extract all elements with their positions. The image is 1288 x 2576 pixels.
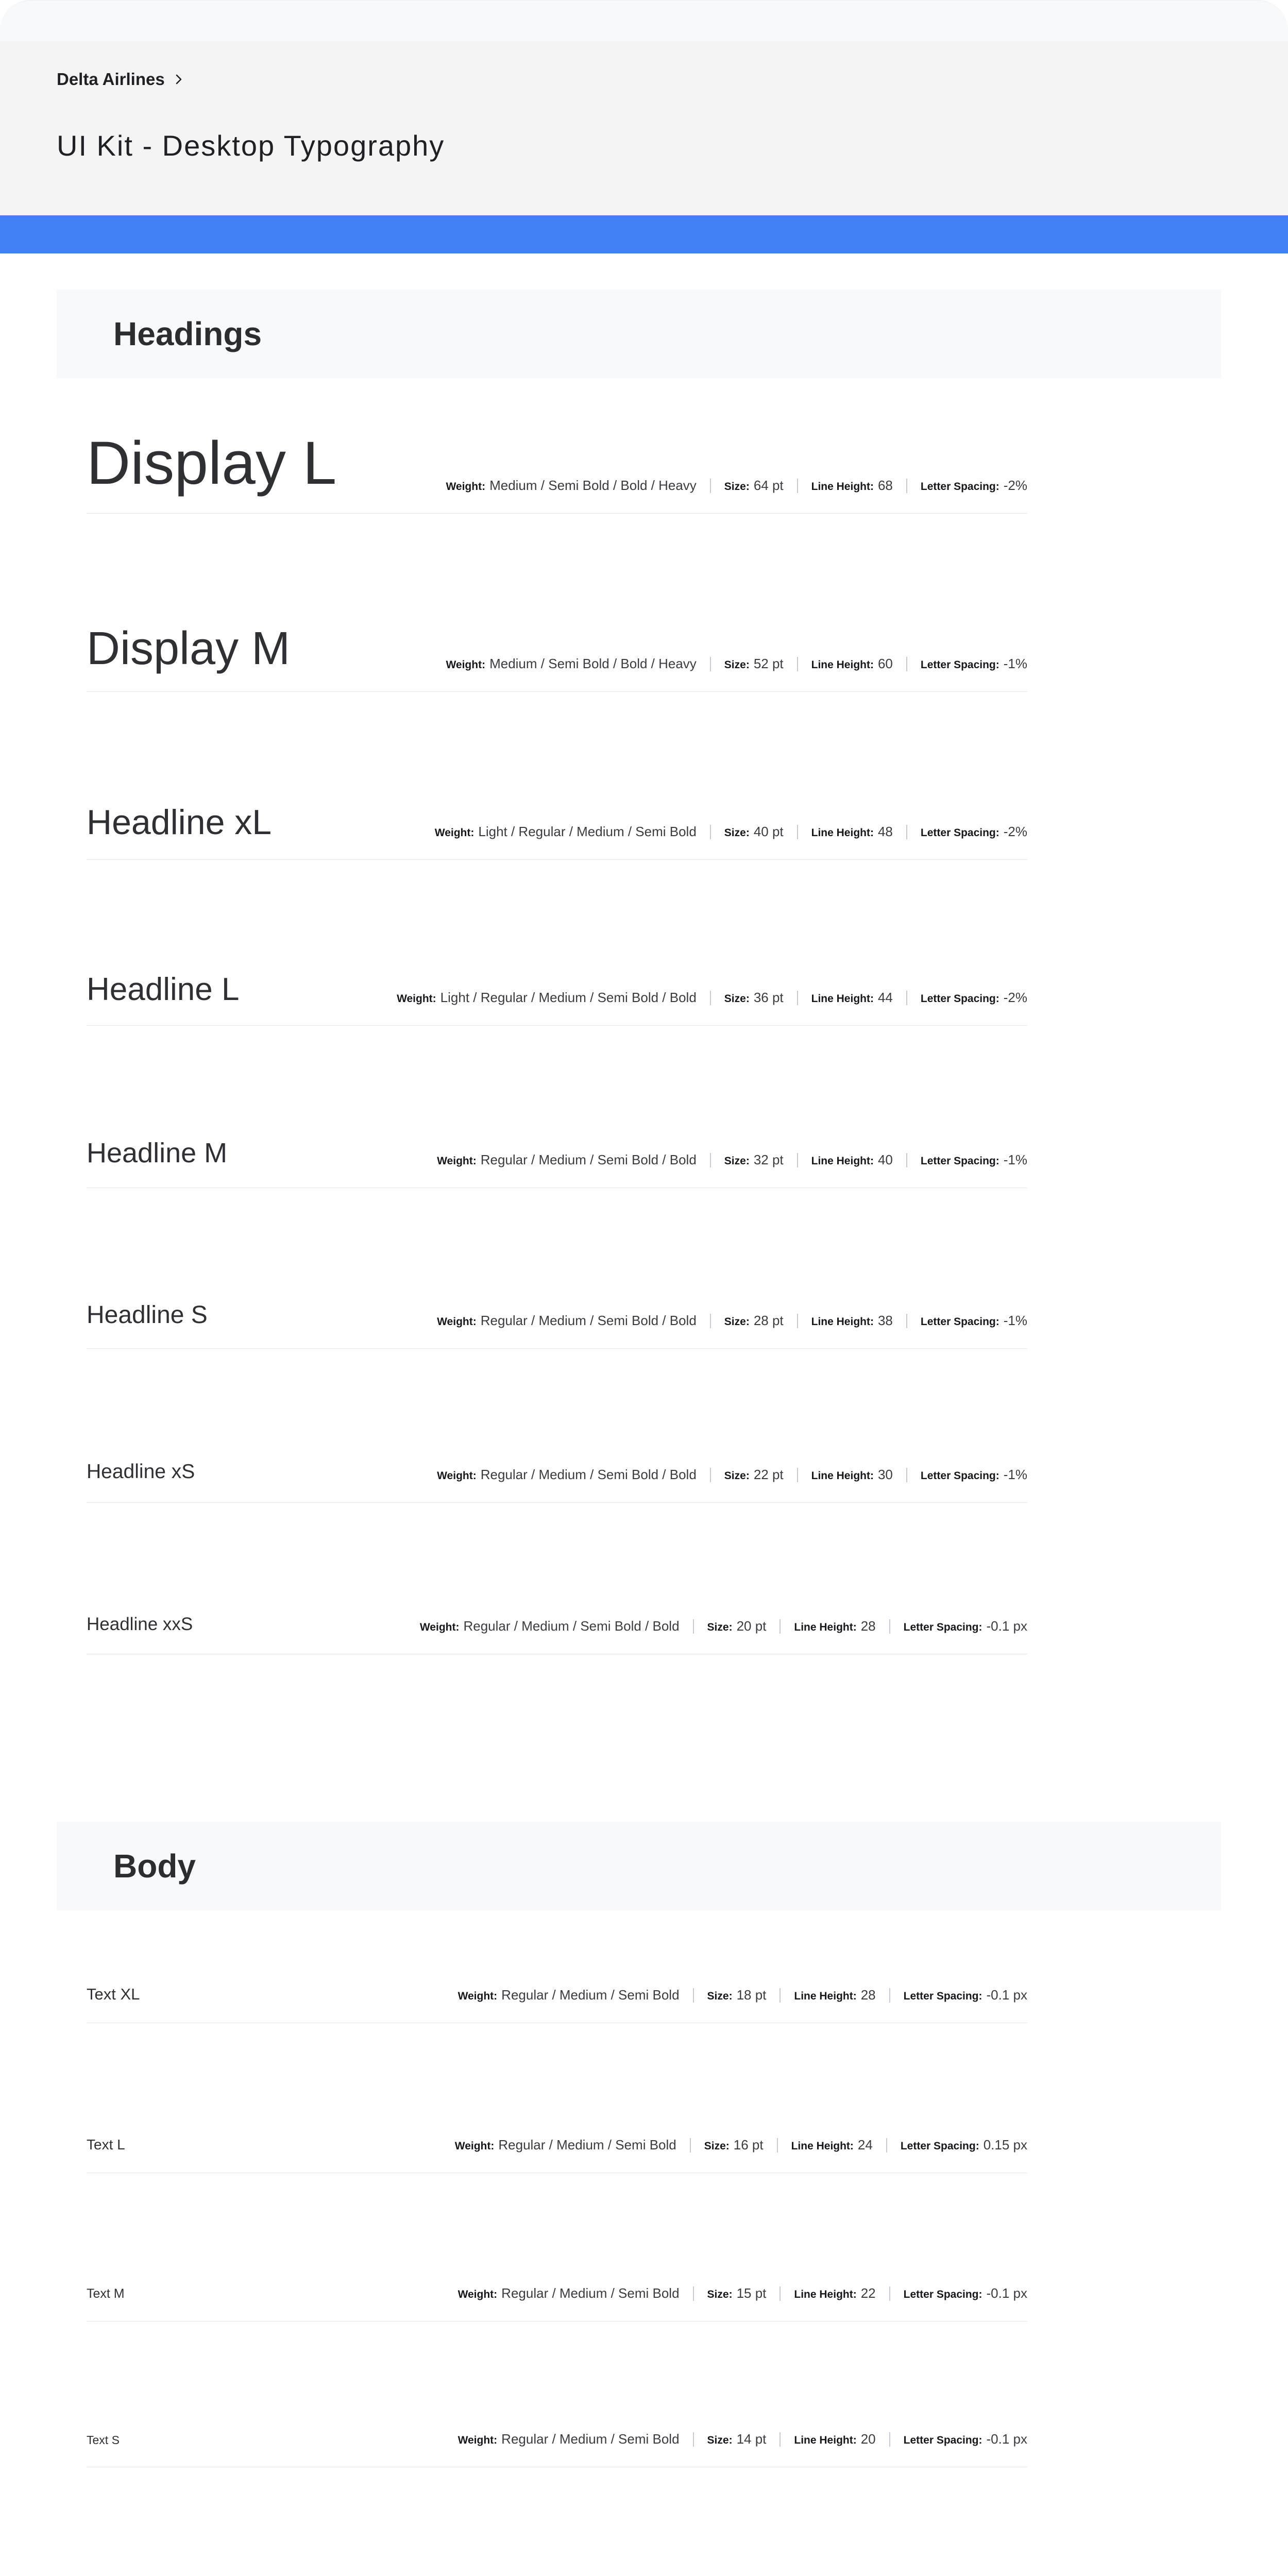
- spec-value-size: 64 pt: [753, 478, 784, 493]
- spec-label-letter-spacing: Letter Spacing:: [903, 1990, 982, 2002]
- spec-divider: [797, 991, 798, 1005]
- type-row-headline-xs: [87, 1399, 1027, 1503]
- spec-label-letter-spacing: Letter Spacing:: [903, 2434, 982, 2446]
- spec-label-size: Size:: [724, 1155, 750, 1167]
- spec-value-size: 20 pt: [736, 1618, 767, 1634]
- type-specs: [458, 2431, 1027, 2447]
- spec-value-weight: Regular / Medium / Semi Bold: [501, 2431, 680, 2447]
- spec-value-size: 16 pt: [733, 2137, 764, 2153]
- spec-divider: [906, 991, 907, 1005]
- spec-value-weight: Medium / Semi Bold / Bold / Heavy: [489, 478, 697, 493]
- spec-value-line-height: 68: [877, 478, 893, 493]
- spec-value-line-height: 48: [877, 824, 893, 839]
- type-row-text-s: [87, 2364, 1027, 2467]
- spec-label-size: Size:: [707, 1990, 733, 2002]
- spec-value-size: 14 pt: [736, 2431, 767, 2447]
- spec-label-weight: Weight:: [434, 827, 474, 839]
- spec-label-line-height: Line Height:: [811, 993, 874, 1005]
- spec-value-size: 36 pt: [753, 990, 784, 1005]
- spec-value-size: 15 pt: [736, 2285, 767, 2301]
- spec-label-size: Size:: [707, 2434, 733, 2446]
- spec-value-weight: Regular / Medium / Semi Bold / Bold: [463, 1618, 680, 1634]
- spec-label-size: Size:: [724, 1316, 750, 1328]
- type-specs: [435, 824, 1027, 840]
- spec-label-line-height: Line Height:: [811, 827, 874, 839]
- spec-value-size: 32 pt: [753, 1152, 784, 1167]
- spec-value-line-height: 30: [877, 1467, 893, 1482]
- spec-value-line-height: 40: [877, 1152, 893, 1167]
- spec-divider: [710, 991, 711, 1005]
- spec-divider: [693, 2432, 694, 2447]
- type-sample: Headline xxS: [87, 1614, 193, 1634]
- type-sample: Headline L: [87, 972, 240, 1007]
- spec-divider: [906, 825, 907, 839]
- type-specs: [437, 1313, 1027, 1329]
- type-sample: Display L: [87, 429, 337, 497]
- chevron-right-icon: [173, 74, 184, 85]
- type-specs: [397, 990, 1027, 1006]
- spec-value-line-height: 22: [860, 2285, 876, 2301]
- spec-value-weight: Regular / Medium / Semi Bold / Bold: [480, 1152, 697, 1167]
- spec-value-line-height: 60: [877, 656, 893, 671]
- spec-divider: [906, 1314, 907, 1328]
- spec-value-letter-spacing: -2%: [1003, 478, 1027, 493]
- accent-bar: [0, 215, 1288, 253]
- spec-label-letter-spacing: Letter Spacing:: [920, 1470, 999, 1482]
- spec-label-size: Size:: [707, 1621, 733, 1633]
- spec-value-letter-spacing: 0.15 px: [983, 2137, 1027, 2153]
- spec-value-weight: Regular / Medium / Semi Bold / Bold: [480, 1313, 697, 1328]
- type-row-display-m: [87, 588, 1027, 692]
- type-specs: [420, 1618, 1027, 1634]
- spec-value-line-height: 20: [860, 2431, 876, 2447]
- spec-value-line-height: 28: [860, 1618, 876, 1634]
- spec-label-weight: Weight:: [454, 2140, 495, 2152]
- spec-label-line-height: Line Height:: [811, 481, 874, 493]
- spec-label-line-height: Line Height:: [794, 1621, 857, 1633]
- spec-label-letter-spacing: Letter Spacing:: [920, 481, 999, 493]
- type-sample: Text M: [87, 2286, 125, 2301]
- type-sample: Headline S: [87, 1301, 208, 1329]
- spec-value-letter-spacing: -1%: [1003, 1467, 1027, 1482]
- type-sample: Headline xL: [87, 803, 272, 842]
- spec-label-line-height: Line Height:: [811, 1470, 874, 1482]
- spec-label-line-height: Line Height:: [794, 1990, 857, 2002]
- spec-divider: [693, 1619, 694, 1634]
- spec-label-weight: Weight:: [457, 2434, 498, 2446]
- spec-divider: [710, 657, 711, 671]
- spec-label-weight: Weight:: [397, 993, 436, 1005]
- spec-divider: [797, 657, 798, 671]
- type-row-headline-l: [87, 922, 1027, 1026]
- type-row-text-m: [87, 2218, 1027, 2321]
- spec-label-size: Size:: [724, 1470, 750, 1482]
- type-row-headline-xxs: [87, 1551, 1027, 1654]
- spec-label-weight: Weight:: [457, 2289, 498, 2300]
- spec-label-weight: Weight:: [419, 1621, 460, 1633]
- spec-label-letter-spacing: Letter Spacing:: [903, 2289, 982, 2300]
- type-row-headline-s: [87, 1245, 1027, 1349]
- spec-divider: [797, 825, 798, 839]
- section-title-headings: Headings: [113, 315, 262, 352]
- spec-divider: [906, 1153, 907, 1167]
- spec-divider: [779, 2286, 781, 2301]
- spec-label-weight: Weight:: [437, 1470, 477, 1482]
- spec-value-line-height: 28: [860, 1987, 876, 2003]
- type-sample: Text XL: [87, 1985, 140, 2003]
- spec-divider: [779, 1988, 781, 2003]
- type-row-display-l: [87, 410, 1027, 514]
- spec-label-weight: Weight:: [437, 1316, 477, 1328]
- spec-label-letter-spacing: Letter Spacing:: [920, 1155, 999, 1167]
- body-section-header: [57, 1822, 1221, 1910]
- spec-value-size: 18 pt: [736, 1987, 767, 2003]
- spec-divider: [779, 2432, 781, 2447]
- type-sample: Headline xS: [87, 1461, 195, 1483]
- spec-divider: [797, 1314, 798, 1328]
- type-sample: Headline M: [87, 1138, 228, 1168]
- spec-divider: [889, 2432, 890, 2447]
- spec-divider: [886, 2138, 887, 2153]
- spec-label-size: Size:: [724, 659, 750, 671]
- spec-value-line-height: 24: [857, 2137, 873, 2153]
- spec-value-line-height: 38: [877, 1313, 893, 1328]
- spec-value-line-height: 44: [877, 990, 893, 1005]
- type-sample: Display M: [87, 623, 291, 674]
- headings-section-header: [57, 290, 1221, 378]
- spec-divider: [690, 2138, 691, 2153]
- spec-label-line-height: Line Height:: [811, 659, 874, 671]
- spec-divider: [906, 1468, 907, 1482]
- type-row-headline-xl: [87, 756, 1027, 860]
- spec-value-size: 52 pt: [753, 656, 784, 671]
- type-row-text-xl: [87, 1920, 1027, 2023]
- spec-label-size: Size:: [724, 827, 750, 839]
- spec-divider: [797, 1153, 798, 1167]
- spec-label-weight: Weight:: [446, 481, 486, 493]
- spec-value-weight: Medium / Semi Bold / Bold / Heavy: [489, 656, 697, 671]
- spec-label-line-height: Line Height:: [794, 2289, 857, 2300]
- spec-label-line-height: Line Height:: [794, 2434, 857, 2446]
- spec-label-letter-spacing: Letter Spacing:: [900, 2140, 979, 2152]
- spec-divider: [779, 1619, 781, 1634]
- type-specs: [455, 2137, 1027, 2153]
- spec-value-size: 22 pt: [753, 1467, 784, 1482]
- spec-value-weight: Light / Regular / Medium / Semi Bold: [478, 824, 697, 839]
- spec-label-letter-spacing: Letter Spacing:: [920, 659, 999, 671]
- type-specs: [446, 656, 1027, 672]
- spec-divider: [797, 479, 798, 493]
- spec-divider: [906, 479, 907, 493]
- spec-label-letter-spacing: Letter Spacing:: [903, 1621, 982, 1633]
- spec-value-weight: Regular / Medium / Semi Bold: [498, 2137, 676, 2153]
- type-row-text-xs: [87, 2508, 1027, 2576]
- spec-divider: [710, 825, 711, 839]
- spec-divider: [889, 1988, 890, 2003]
- spec-divider: [693, 2286, 694, 2301]
- spec-value-letter-spacing: -0.1 px: [986, 1618, 1027, 1634]
- spec-label-letter-spacing: Letter Spacing:: [920, 827, 999, 839]
- spec-label-line-height: Line Height:: [811, 1155, 874, 1167]
- spec-value-letter-spacing: -2%: [1003, 824, 1027, 839]
- spec-value-letter-spacing: -2%: [1003, 990, 1027, 1005]
- spec-divider: [693, 1988, 694, 2003]
- spec-value-size: 40 pt: [753, 824, 784, 839]
- spec-label-size: Size:: [724, 481, 750, 493]
- spec-divider: [710, 479, 711, 493]
- spec-label-weight: Weight:: [446, 659, 486, 671]
- breadcrumb-label: Delta Airlines: [57, 70, 165, 89]
- spec-value-weight: Regular / Medium / Semi Bold: [501, 1987, 680, 2003]
- spec-divider: [710, 1314, 711, 1328]
- type-specs: [437, 1467, 1027, 1483]
- spec-label-letter-spacing: Letter Spacing:: [920, 993, 999, 1005]
- spec-label-line-height: Line Height:: [791, 2140, 854, 2152]
- spec-divider: [797, 1468, 798, 1482]
- type-specs: [458, 1987, 1027, 2003]
- spec-label-size: Size:: [707, 2289, 733, 2300]
- spec-label-size: Size:: [704, 2140, 730, 2152]
- spec-value-weight: Regular / Medium / Semi Bold: [501, 2285, 680, 2301]
- spec-label-line-height: Line Height:: [811, 1316, 874, 1328]
- spec-divider: [710, 1153, 711, 1167]
- spec-value-weight: Regular / Medium / Semi Bold / Bold: [480, 1467, 697, 1482]
- type-specs: [437, 1152, 1027, 1168]
- page-header: [0, 41, 1288, 215]
- top-strip: [0, 0, 1288, 42]
- breadcrumb[interactable]: [57, 70, 184, 89]
- spec-divider: [906, 657, 907, 671]
- spec-value-letter-spacing: -0.1 px: [986, 2285, 1027, 2301]
- type-row-headline-m: [87, 1084, 1027, 1188]
- spec-label-letter-spacing: Letter Spacing:: [920, 1316, 999, 1328]
- type-row-text-l: [87, 2070, 1027, 2173]
- spec-value-letter-spacing: -0.1 px: [986, 1987, 1027, 2003]
- spec-divider: [777, 2138, 778, 2153]
- type-sample: Text S: [87, 2433, 120, 2447]
- spec-value-letter-spacing: -1%: [1003, 1313, 1027, 1328]
- spec-label-weight: Weight:: [437, 1155, 477, 1167]
- type-specs: [458, 2285, 1027, 2301]
- spec-value-letter-spacing: -1%: [1003, 656, 1027, 671]
- spec-value-letter-spacing: -1%: [1003, 1152, 1027, 1167]
- spec-value-letter-spacing: -0.1 px: [986, 2431, 1027, 2447]
- page-title: UI Kit - Desktop Typography: [57, 129, 445, 162]
- type-sample: Text L: [87, 2137, 125, 2153]
- section-title-body: Body: [113, 1848, 196, 1885]
- type-specs: [446, 478, 1027, 494]
- spec-divider: [710, 1468, 711, 1482]
- spec-label-size: Size:: [724, 993, 750, 1005]
- spec-divider: [889, 2286, 890, 2301]
- spec-value-weight: Light / Regular / Medium / Semi Bold / Bold: [440, 990, 697, 1005]
- spec-label-weight: Weight:: [457, 1990, 498, 2002]
- spec-divider: [889, 1619, 890, 1634]
- spec-value-size: 28 pt: [753, 1313, 784, 1328]
